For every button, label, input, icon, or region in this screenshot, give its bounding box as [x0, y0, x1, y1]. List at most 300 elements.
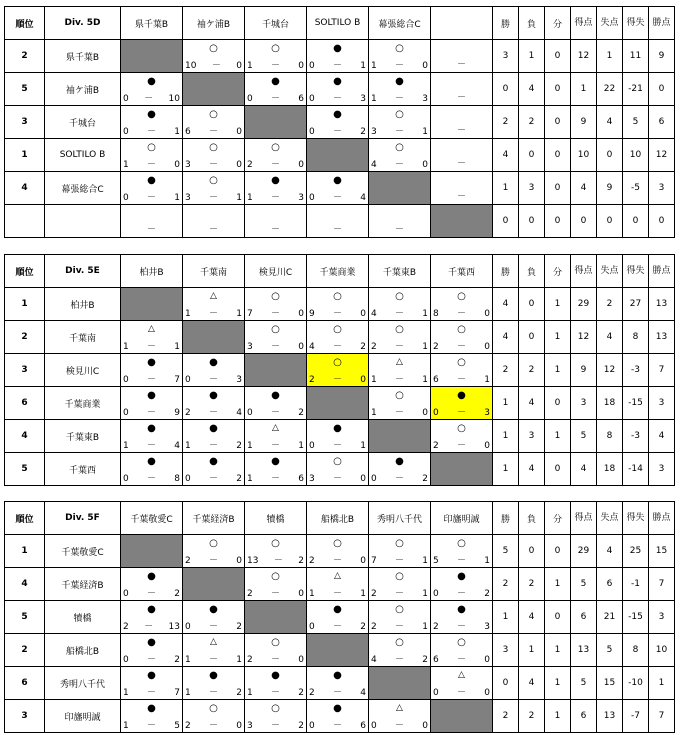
score-own: 1: [185, 441, 191, 451]
result-cell: [183, 634, 245, 667]
team-name: [45, 205, 121, 238]
result-cell: [245, 535, 307, 568]
result-cell: [121, 700, 183, 733]
score-separator: －: [456, 556, 466, 566]
self-cell: [245, 601, 307, 634]
score: [247, 408, 304, 418]
score-own: 2: [185, 721, 191, 731]
score-own: 0: [185, 375, 191, 385]
score: [185, 193, 242, 203]
stat-ga: 12: [597, 354, 623, 387]
score-opponent: 2: [236, 688, 242, 698]
score-own: 3: [185, 160, 191, 170]
score: [123, 441, 180, 451]
result-cell-empty: [431, 139, 493, 172]
stat-gd: -3: [623, 420, 649, 453]
score-separator: －: [144, 622, 154, 632]
result-cell: [121, 453, 183, 486]
loss-circle-icon: ●: [271, 175, 280, 186]
dash-mark: －: [332, 225, 342, 235]
score: [185, 721, 242, 731]
stat-pts: 15: [649, 535, 675, 568]
dash-mark: －: [456, 93, 466, 103]
rank-header: 順位: [5, 502, 45, 535]
result-cell: [245, 288, 307, 321]
score-opponent: 1: [422, 309, 428, 319]
score: [309, 127, 366, 137]
table-row: [5, 387, 675, 420]
stat-gf: 6: [571, 601, 597, 634]
loss-circle-icon: ●: [333, 703, 342, 714]
score-opponent: 6: [298, 474, 304, 484]
score-opponent: 1: [236, 193, 242, 203]
stat-ga: 1: [597, 40, 623, 73]
score-opponent: 0: [484, 688, 490, 698]
score: [123, 193, 180, 203]
score-own: 2: [247, 160, 253, 170]
score-own: 1: [185, 688, 191, 698]
loss-circle-icon: ●: [457, 604, 466, 615]
result-cell: [307, 321, 369, 354]
stat-draw: 1: [545, 288, 571, 321]
score-own: 4: [371, 655, 377, 665]
loss-circle-icon: ●: [271, 670, 280, 681]
stat-gf: 5: [571, 420, 597, 453]
score: [185, 655, 242, 665]
score-own: 2: [247, 655, 253, 665]
score: [123, 622, 180, 632]
stat-ga: 4: [597, 535, 623, 568]
score-own: 0: [371, 474, 377, 484]
result-cell: [307, 667, 369, 700]
header-row: [5, 7, 675, 40]
result-cell: [431, 387, 493, 420]
opponent-header: 袖ケ浦B: [183, 7, 245, 40]
stat-lose: 1: [519, 634, 545, 667]
score-opponent: 4: [360, 193, 366, 203]
stat-pts: 13: [649, 288, 675, 321]
score: [123, 721, 180, 731]
result-cell: [307, 40, 369, 73]
loss-circle-icon: ●: [147, 175, 156, 186]
score-opponent: 4: [360, 688, 366, 698]
score-own: 2: [433, 622, 439, 632]
score: [309, 556, 366, 566]
result-cell: [121, 568, 183, 601]
score-own: 1: [371, 408, 377, 418]
stat-header-ga: 失点: [597, 7, 623, 40]
score: [123, 688, 180, 698]
stat-ga: 8: [597, 420, 623, 453]
loss-circle-icon: ●: [333, 670, 342, 681]
result-cell: [369, 106, 431, 139]
stat-draw: 1: [545, 321, 571, 354]
score-opponent: 1: [422, 375, 428, 385]
score-separator: －: [270, 408, 280, 418]
result-cell: [369, 321, 431, 354]
stat-draw: 0: [545, 535, 571, 568]
stat-win: 0: [493, 73, 519, 106]
score: [309, 375, 366, 385]
score-own: 2: [433, 441, 439, 451]
stat-gf: 12: [571, 40, 597, 73]
self-cell: [431, 205, 493, 238]
stat-draw: 0: [545, 387, 571, 420]
self-cell: [245, 354, 307, 387]
score: [433, 309, 490, 319]
score: [309, 94, 366, 104]
score-separator: －: [394, 160, 404, 170]
stat-win: 4: [493, 288, 519, 321]
score-separator: －: [456, 375, 466, 385]
stat-gf: 29: [571, 535, 597, 568]
score-separator: －: [332, 342, 342, 352]
self-cell: [431, 700, 493, 733]
league-table: [4, 501, 675, 733]
opponent-header: 幕張総合C: [369, 7, 431, 40]
result-cell: [369, 535, 431, 568]
score-separator: －: [332, 589, 342, 599]
score-own: 2: [185, 556, 191, 566]
team-name: 千葉敬愛C: [45, 535, 121, 568]
score-own: 4: [371, 309, 377, 319]
stat-gf: 10: [571, 139, 597, 172]
score: [185, 160, 242, 170]
score-separator: －: [208, 160, 218, 170]
score-separator: －: [146, 655, 156, 665]
score-separator: －: [146, 193, 156, 203]
score-opponent: 3: [422, 94, 428, 104]
win-circle-icon: ○: [271, 142, 280, 153]
table-row: [5, 420, 675, 453]
stat-win: 2: [493, 568, 519, 601]
stat-gd: -15: [623, 387, 649, 420]
score-own: 1: [309, 589, 315, 599]
result-cell: [307, 288, 369, 321]
stat-pts: 12: [649, 139, 675, 172]
league-table: [4, 6, 675, 238]
score: [371, 375, 428, 385]
score-own: 1: [247, 688, 253, 698]
score-own: 10: [185, 61, 197, 71]
rank-cell: 6: [5, 667, 45, 700]
result-cell: [183, 387, 245, 420]
self-cell: [121, 535, 183, 568]
score-opponent: 0: [298, 61, 304, 71]
score: [433, 342, 490, 352]
stat-header-gd: 得失: [623, 255, 649, 288]
result-cell: [245, 139, 307, 172]
stat-gf: 3: [571, 387, 597, 420]
win-circle-icon: ○: [209, 142, 218, 153]
result-cell: [183, 535, 245, 568]
score-opponent: 3: [360, 94, 366, 104]
score-own: 1: [371, 375, 377, 385]
score-own: 0: [309, 94, 315, 104]
score-own: 2: [309, 688, 315, 698]
score-own: 1: [185, 309, 191, 319]
result-cell: [183, 139, 245, 172]
loss-circle-icon: ●: [147, 390, 156, 401]
result-cell: [183, 667, 245, 700]
score-separator: －: [208, 556, 218, 566]
dash-mark: －: [208, 225, 218, 235]
score-own: 0: [433, 589, 439, 599]
draw-triangle-icon: △: [458, 670, 465, 680]
score: [309, 309, 366, 319]
score-opponent: 1: [236, 309, 242, 319]
stat-pts: 3: [649, 453, 675, 486]
stat-header-lose: 負: [519, 255, 545, 288]
division-title: Div. 5D: [45, 7, 121, 40]
win-circle-icon: ○: [395, 291, 404, 302]
table-row: [5, 205, 675, 238]
opponent-header: [431, 7, 493, 40]
opponent-header: 柏井B: [121, 255, 183, 288]
win-circle-icon: ○: [395, 109, 404, 120]
score-opponent: 2: [360, 622, 366, 632]
stat-draw: 0: [545, 40, 571, 73]
score-opponent: 8: [174, 474, 180, 484]
loss-circle-icon: ●: [209, 604, 218, 615]
win-circle-icon: ○: [271, 703, 280, 714]
score: [123, 160, 180, 170]
score-separator: －: [211, 61, 221, 71]
rank-cell: 5: [5, 601, 45, 634]
stat-draw: 1: [545, 667, 571, 700]
stat-pts: 7: [649, 354, 675, 387]
score-opponent: 0: [484, 309, 490, 319]
score-opponent: 0: [360, 309, 366, 319]
result-cell: [183, 601, 245, 634]
stat-pts: 3: [649, 387, 675, 420]
opponent-header: 千葉商業: [307, 255, 369, 288]
self-cell: [183, 73, 245, 106]
draw-triangle-icon: △: [334, 571, 341, 581]
result-cell: [369, 601, 431, 634]
rank-cell: 2: [5, 321, 45, 354]
rank-cell: 3: [5, 106, 45, 139]
dash-mark: －: [456, 192, 466, 202]
stat-gf: 0: [571, 205, 597, 238]
win-circle-icon: ○: [457, 538, 466, 549]
score: [185, 622, 242, 632]
score-separator: －: [270, 193, 280, 203]
stat-gd: 10: [623, 139, 649, 172]
score-own: 0: [123, 408, 129, 418]
stat-win: 0: [493, 667, 519, 700]
score-own: 1: [247, 193, 253, 203]
stat-draw: 1: [545, 354, 571, 387]
score-separator: －: [270, 589, 280, 599]
stat-ga: 4: [597, 321, 623, 354]
score: [309, 342, 366, 352]
win-circle-icon: ○: [457, 291, 466, 302]
score-opponent: 2: [174, 589, 180, 599]
score-separator: －: [270, 61, 280, 71]
result-cell-empty: [431, 106, 493, 139]
stat-gd: 25: [623, 535, 649, 568]
score-opponent: 2: [298, 408, 304, 418]
stat-header-ga: 失点: [597, 255, 623, 288]
score: [371, 61, 428, 71]
score-separator: －: [270, 474, 280, 484]
table-row: [5, 321, 675, 354]
result-cell: [369, 453, 431, 486]
score-separator: －: [394, 655, 404, 665]
result-cell-empty: [431, 40, 493, 73]
score-own: 0: [309, 721, 315, 731]
self-cell: [307, 634, 369, 667]
score-opponent: 2: [422, 655, 428, 665]
score: [123, 655, 180, 665]
stat-lose: 0: [519, 288, 545, 321]
table-row: [5, 172, 675, 205]
stat-lose: 2: [519, 700, 545, 733]
table-row: [5, 288, 675, 321]
result-cell: [183, 288, 245, 321]
score-opponent: 2: [360, 342, 366, 352]
score-own: 4: [371, 160, 377, 170]
win-circle-icon: ○: [209, 538, 218, 549]
header-row: [5, 255, 675, 288]
score-separator: －: [394, 127, 404, 137]
loss-circle-icon: ●: [395, 76, 404, 87]
stat-gf: 4: [571, 172, 597, 205]
score-separator: －: [270, 342, 280, 352]
score-opponent: 0: [298, 342, 304, 352]
draw-triangle-icon: △: [396, 703, 403, 713]
self-cell: [183, 568, 245, 601]
table-row: [5, 106, 675, 139]
score-separator: －: [456, 622, 466, 632]
win-circle-icon: ○: [395, 637, 404, 648]
table-row: [5, 601, 675, 634]
loss-circle-icon: ●: [209, 670, 218, 681]
rank-cell: 1: [5, 139, 45, 172]
result-cell: [245, 700, 307, 733]
score: [247, 474, 304, 484]
result-cell: [369, 387, 431, 420]
stat-gd: -15: [623, 601, 649, 634]
stat-gf: 29: [571, 288, 597, 321]
score-separator: －: [208, 721, 218, 731]
score: [185, 408, 242, 418]
score-separator: －: [208, 655, 218, 665]
score-separator: －: [332, 61, 342, 71]
win-circle-icon: ○: [395, 604, 404, 615]
result-cell-empty: [369, 205, 431, 238]
result-cell: [307, 73, 369, 106]
score-separator: －: [456, 688, 466, 698]
score-own: 2: [123, 622, 129, 632]
loss-circle-icon: ●: [209, 423, 218, 434]
result-cell: [121, 106, 183, 139]
score: [371, 342, 428, 352]
rank-cell: 1: [5, 535, 45, 568]
stat-header-lose: 負: [519, 7, 545, 40]
score: [433, 441, 490, 451]
result-cell: [369, 288, 431, 321]
stat-header-win: 勝: [493, 502, 519, 535]
dash-mark: －: [270, 225, 280, 235]
stat-header-draw: 分: [545, 7, 571, 40]
result-cell: [307, 535, 369, 568]
score: [371, 94, 428, 104]
stat-gd: 27: [623, 288, 649, 321]
stat-lose: 3: [519, 420, 545, 453]
stat-win: 3: [493, 40, 519, 73]
score-opponent: 2: [236, 622, 242, 632]
table-row: [5, 139, 675, 172]
score-opponent: 0: [298, 655, 304, 665]
score-separator: －: [332, 474, 342, 484]
score-separator: －: [394, 342, 404, 352]
score-separator: －: [270, 309, 280, 319]
result-cell: [307, 354, 369, 387]
score: [371, 408, 428, 418]
result-cell: [245, 667, 307, 700]
result-cell-empty: [307, 205, 369, 238]
stat-ga: 15: [597, 667, 623, 700]
score: [247, 441, 304, 451]
stat-header-draw: 分: [545, 255, 571, 288]
score-separator: －: [394, 309, 404, 319]
score: [371, 127, 428, 137]
score-own: 2: [433, 342, 439, 352]
result-cell: [369, 634, 431, 667]
stat-pts: 3: [649, 172, 675, 205]
score: [433, 622, 490, 632]
result-cell: [121, 172, 183, 205]
opponent-header: 千葉東B: [369, 255, 431, 288]
score-separator: －: [456, 408, 466, 418]
stat-pts: 7: [649, 568, 675, 601]
score: [123, 375, 180, 385]
score: [185, 688, 242, 698]
win-circle-icon: ○: [395, 324, 404, 335]
win-circle-icon: ○: [209, 43, 218, 54]
stat-draw: 1: [545, 568, 571, 601]
score-separator: －: [394, 589, 404, 599]
score-separator: －: [394, 408, 404, 418]
self-cell: [369, 420, 431, 453]
win-circle-icon: ○: [333, 538, 342, 549]
score: [247, 94, 304, 104]
score: [371, 589, 428, 599]
score: [309, 441, 366, 451]
score-opponent: 6: [360, 721, 366, 731]
loss-circle-icon: ●: [333, 175, 342, 186]
stat-draw: 0: [545, 106, 571, 139]
result-cell: [121, 667, 183, 700]
stat-win: 2: [493, 354, 519, 387]
stat-gd: 11: [623, 40, 649, 73]
result-cell: [245, 568, 307, 601]
score: [185, 556, 242, 566]
score-separator: －: [394, 474, 404, 484]
stat-ga: 0: [597, 205, 623, 238]
table-row: [5, 535, 675, 568]
stat-lose: 3: [519, 172, 545, 205]
rank-cell: 4: [5, 172, 45, 205]
opponent-header: 犢橋: [245, 502, 307, 535]
score-separator: －: [146, 441, 156, 451]
score-own: 1: [371, 94, 377, 104]
score-separator: －: [332, 622, 342, 632]
result-cell-empty: [431, 73, 493, 106]
score-opponent: 3: [298, 193, 304, 203]
